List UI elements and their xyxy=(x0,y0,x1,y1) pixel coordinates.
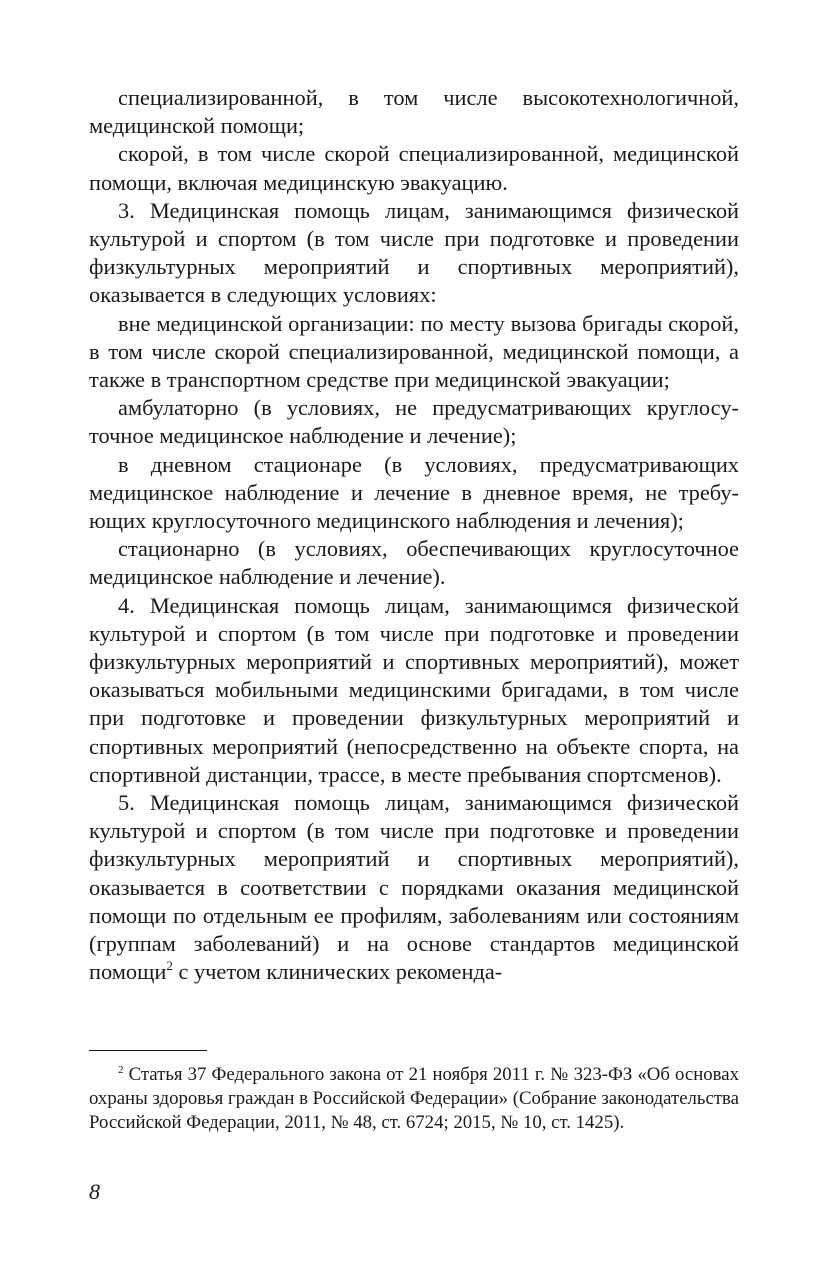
footnote-text: Статья 37 Федерального закона от 21 ноября 2011 г. № 323-ФЗ «Об основах охраны здоровья граждан в Российской Федерации» (Собрание законодательства Российской Федерации, 2011, № 48, ст. 6724; 2015, № 10, ст. 1425). xyxy=(89,1064,739,1133)
paragraph-7: стационарно (в условиях, обеспечивающих круглосуточное медицинское наблюдение и лечение). xyxy=(89,536,739,590)
page-body xyxy=(89,84,739,987)
footnote-marker: 2 xyxy=(118,1064,124,1076)
paragraph-6: в дневном стационаре (в условиях, предусматривающих медицинское наблюдение и лечение в дневное время, не требующих круглосуточного медицинского наблюдения и лечения); xyxy=(89,451,739,534)
footnote xyxy=(89,1063,739,1135)
main-text xyxy=(89,84,739,987)
paragraph-3: 3. Медицинская помощь лицам, занимающимся физической культурой и спортом (в том числе при подготовке и проведении физкультурных мероприятий и спортивных мероприятий), оказывается в следующих условиях: xyxy=(89,197,739,308)
footnote-divider xyxy=(89,1050,207,1051)
paragraph-9-text-before: 5. Медицинская помощь лицам, занимающимся физической культурой и спортом (в том числе при подготовке и проведении физкультурных мероприятий и спортивных мероприятий), оказывается в соответствии с порядками оказания медицинской помощи по отдельным ее профилям, заболеваниям или состояниям (группам заболеваний) и на основе стандартов медицинской помощи xyxy=(89,790,739,985)
paragraph-2: скорой, в том числе скорой специализированной, медицинской помощи, включая медицинскую эвакуацию. xyxy=(89,141,739,195)
paragraph-9 xyxy=(89,789,739,986)
paragraph-5: амбулаторно (в условиях, не предусматривающих круглосуточное медицинское наблюдение и лечение); xyxy=(89,395,739,449)
page-number: 8 xyxy=(89,1179,100,1204)
paragraph-8: 4. Медицинская помощь лицам, занимающимся физической культурой и спортом (в том числе при подготовке и проведении физкультурных мероприятий и спортивных мероприятий), может оказываться мобильными медицинскими бригадами, в том числе при подготовке и проведении физкультурных мероприятий и спортивных мероприятий (непосредственно на объекте спорта, на спортивной дистанции, трассе, в месте пребывания спортсменов). xyxy=(89,592,739,787)
paragraph-9-text-after: с учетом клинических рекоменда- xyxy=(172,959,503,985)
paragraph-4: вне медицинской организации: по месту вызова бригады скорой, в том числе скорой специализированной, медицинской помощи, а также в транспортном средстве при медицинской эвакуации; xyxy=(89,310,739,393)
paragraph-1: специализированной, в том числе высокотехнологичной, медицинской помощи; xyxy=(89,85,739,139)
footnote-reference[interactable]: 2 xyxy=(166,958,173,974)
